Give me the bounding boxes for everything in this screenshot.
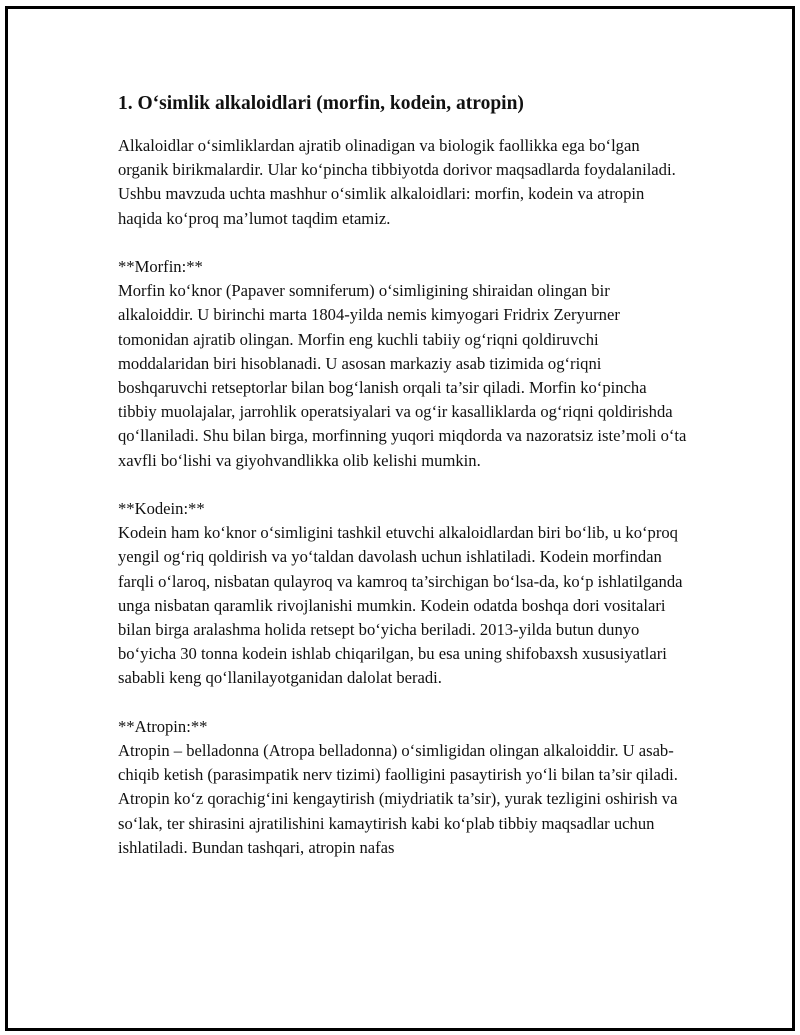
paragraph-gap (118, 231, 688, 255)
section-heading-kodein: **Kodein:** (118, 499, 205, 519)
document-body (118, 90, 688, 860)
section-body-kodein: Kodein ham ko‘knor o‘simligini tashkil etuvchi alkaloidlardan biri bo‘lib, u ko‘proq yengil og‘riq qoldirish va yo‘taldan davolash uchun ishlatiladi. Kodein morfindan farqli o‘laroq, nisbatan qulayroq va kamroq ta’sirchigan bo‘lsa-da, ko‘p ishlatilganda unga nisbatan qaramlik rivojlanishi mumkin. Kodein odatda boshqa dori vositalari bilan birga aralashma holida retsept bo‘yicha beriladi. 2013-yilda butun dunyo bo‘yicha 30 tonna kodein ishlab chiqarilgan, bu esa uning shifobaxsh xususiyatlari sababli keng qo‘llanilayotganidan dalolat beradi. (118, 523, 683, 688)
section-body-atropin: Atropin – belladonna (Atropa belladonna) o‘simligidan olingan alkaloiddir. U asab-chiqib ketish (parasimpatik nerv tizimi) faolligini pasaytirish yo‘li bilan ta’sir qiladi. Atropin ko‘z qorachig‘ini kengaytirish (miydriatik ta’sir), yurak tezligini oshirish va so‘lak, ter shirasini ajratilishini kamaytirish kabi ko‘plab tibbiy maqsadlar uchun ishlatiladi. Bundan tashqari, atropin nafas (118, 741, 678, 857)
intro-paragraph: Alkaloidlar o‘simliklardan ajratib olinadigan va biologik faollikka ega bo‘lgan organik birikmalardir. Ular ko‘pincha tibbiyotda dorivor maqsadlarda foydalaniladi. Ushbu mavzuda uchta mashhur o‘simlik alkaloidlari: morfin, kodein va atropin haqida ko‘proq ma’lumot taqdim etamiz. (118, 136, 676, 228)
paragraph-gap (118, 691, 688, 715)
paragraph-gap (118, 473, 688, 497)
section-body-morfin: Morfin ko‘knor (Papaver somniferum) o‘simligining shiraidan olingan bir alkaloiddir. U birinchi marta 1804-yilda nemis kimyogari Fridrix Zeryurner tomonidan ajratib olingan. Morfin eng kuchli tabiiy og‘riqni qoldiruvchi moddalaridan biri hisoblanadi. U asosan markaziy asab tizimida og‘riqni boshqaruvchi retseptorlar bilan bog‘lanish orqali ta’sir qiladi. Morfin ko‘pincha tibbiy muolajalar, jarrohlik operatsiyalari va og‘ir kasalliklarda og‘riqni qoldirishda qo‘llaniladi. Shu bilan birga, morfinning yuqori miqdorda va nazoratsiz iste’moli o‘ta xavfli bo‘lishi va giyohvandlikka olib kelishi mumkin. (118, 281, 687, 470)
section-heading-morfin: **Morfin:** (118, 257, 203, 276)
section-heading-atropin: **Atropin:** (118, 716, 208, 736)
document-title: 1. O‘simlik alkaloidlari (morfin, kodein, atropin) (118, 93, 524, 114)
